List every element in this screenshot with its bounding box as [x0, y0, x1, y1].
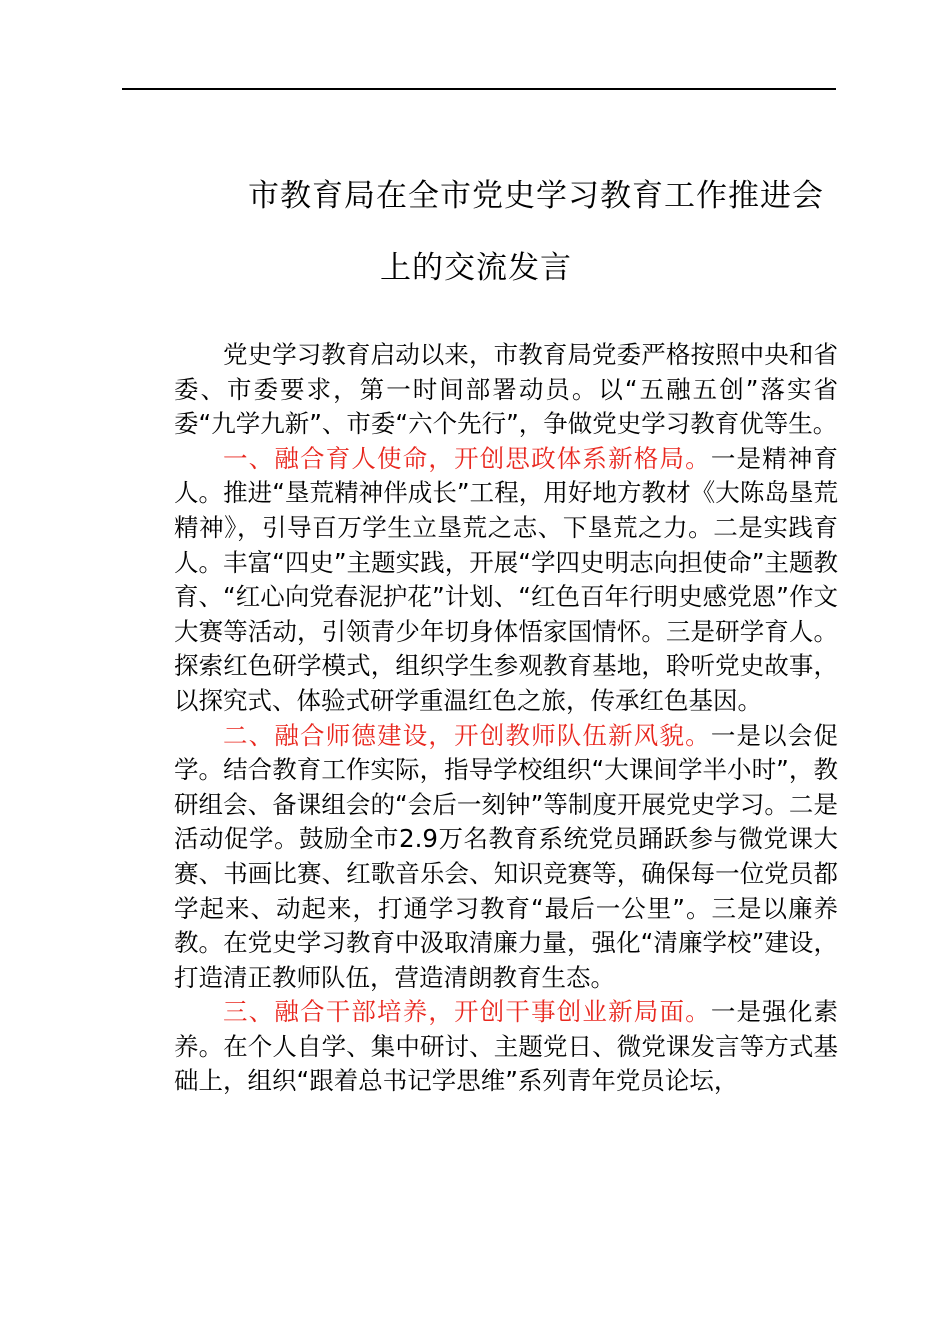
paragraph-section-1 — [174, 442, 838, 719]
paragraph-section-2 — [174, 719, 838, 996]
paragraph-text: 党史学习教育启动以来，市教育局党委严格按照中央和省委、市委要求，第一时间部署动员。以“五融五创”落实省委“九学九新”、市委“六个先行”，争做党史学习教育优等生。 — [174, 340, 838, 439]
document-title-line-2: 上的交流发言 — [380, 250, 572, 286]
paragraph-section-3 — [174, 995, 838, 1099]
header-rule — [122, 88, 836, 90]
paragraph-intro — [174, 338, 838, 442]
paragraph-text: 一是以会促学。结合教育工作实际，指导学校组织“大课间学半小时”，教研组会、备课组会的“会后一刻钟”等制度开展党史学习。二是活动促学。鼓励全市2.9万名教育系统党员踊跃参与微党课大赛、书画比赛、红歌音乐会、知识竞赛等，确保每一位党员都学起来、动起来，打通学习教育“最后一公里”。三是以廉养教。在党史学习教育中汲取清廉力量，强化“清廉学校”建设，打造清正教师队伍，营造清朗教育生态。 — [174, 720, 839, 992]
section-heading: 二、融合师德建设，开创教师队伍新风貌。 — [223, 720, 711, 750]
paragraph-text: 一是精神育人。推进“垦荒精神伴成长”工程，用好地方教材《大陈岛垦荒精神》，引导百万学生立垦荒之志、下垦荒之力。二是实践育人。丰富“四史”主题实践，开展“学四史明志向担使命”主题教育、“红心向党春泥护花”计划、“红色百年行明史感党恩”作文大赛等活动，引领青少年切身体悟家国情怀。三是研学育人。探索红色研学模式，组织学生参观教育基地，聆听党史故事，以探究式、体验式研学重温红色之旅，传承红色基因。 — [174, 443, 839, 715]
paragraph-text: 一是强化素养。在个人自学、集中研讨、主题党日、微党课发言等方式基础上，组织“跟着总书记学思维”系列青年党员论坛， — [174, 997, 839, 1096]
document-title-line-1: 市教育局在全市党史学习教育工作推进会 — [248, 178, 824, 214]
section-heading: 三、融合干部培养，开创干事创业新局面。 — [223, 997, 711, 1027]
section-heading: 一、融合育人使命，开创思政体系新格局。 — [223, 443, 711, 473]
document-body — [174, 338, 838, 1099]
